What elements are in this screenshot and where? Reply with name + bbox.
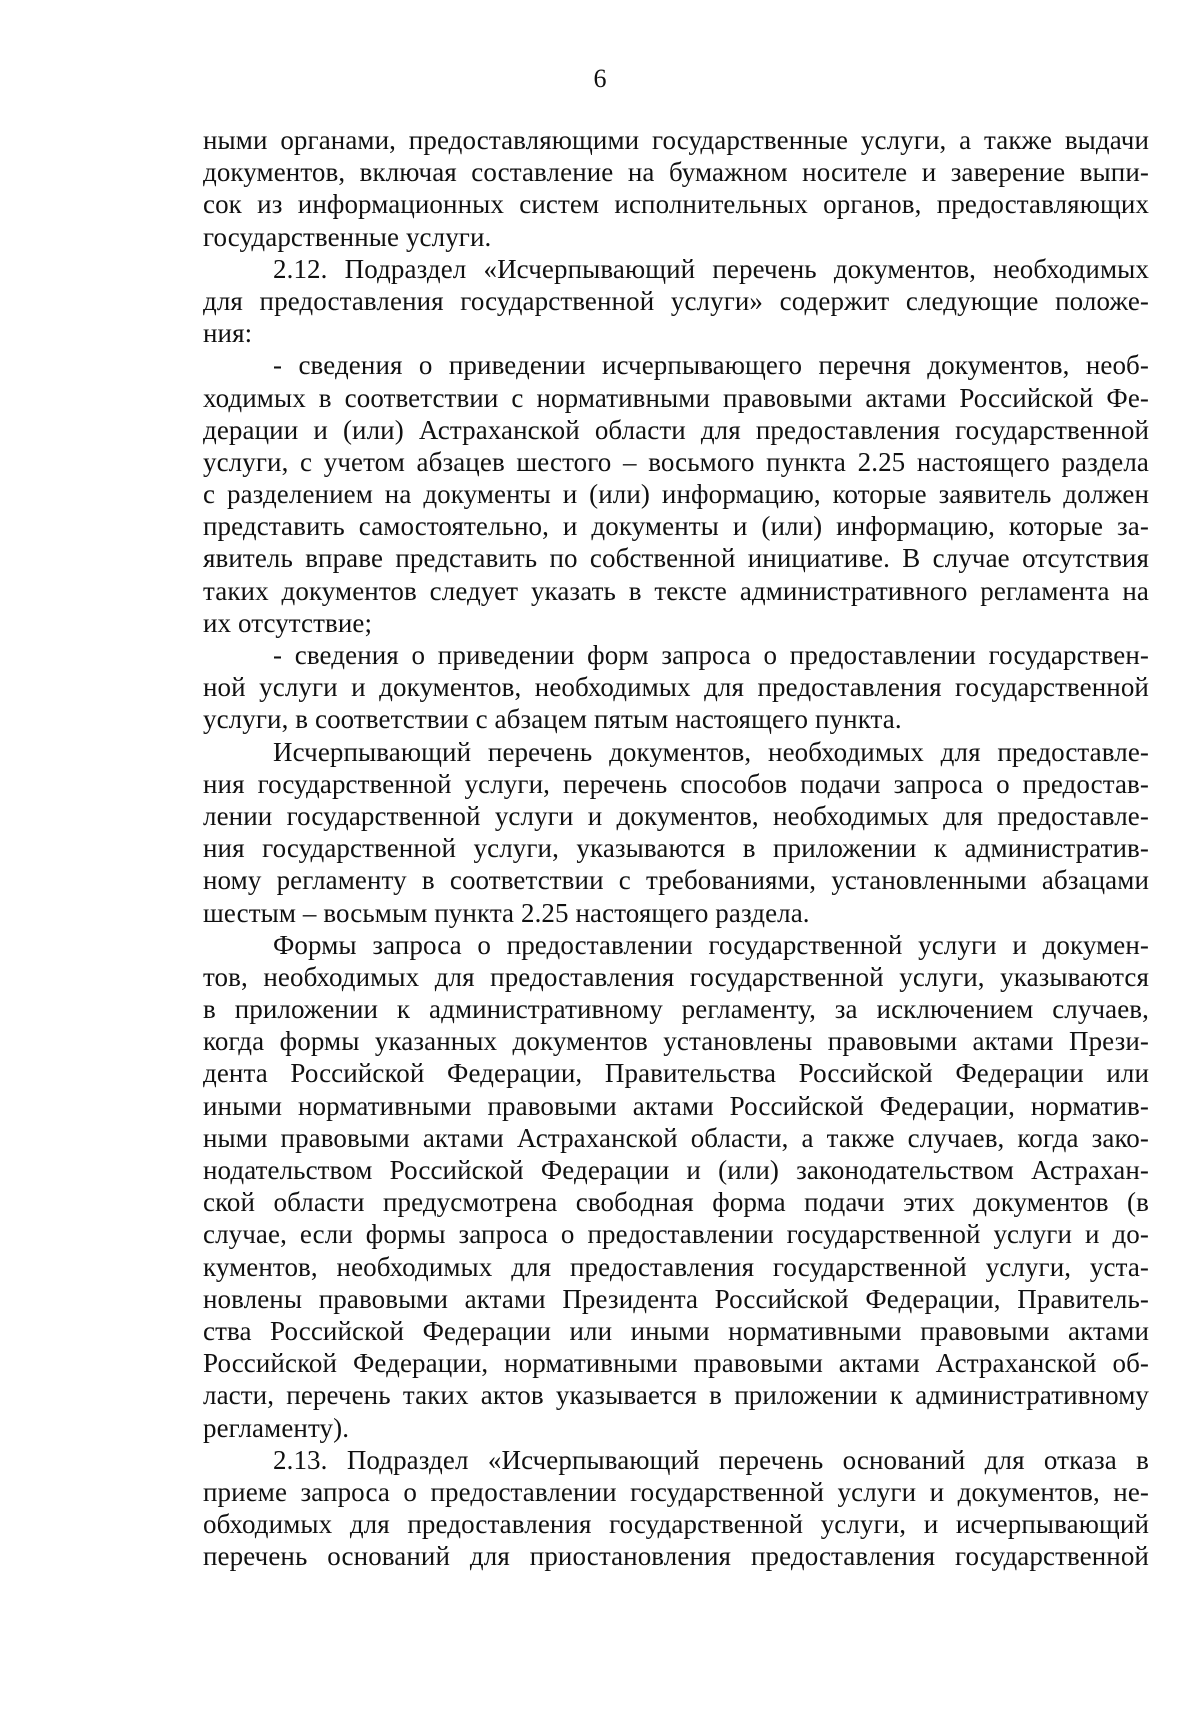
text-line: ской области предусмотрена свободная форма подачи этих документов (в	[203, 1187, 1149, 1218]
text-line: когда формы указанных документов установлены правовыми актами Прези-	[203, 1026, 1149, 1057]
text-line: с разделением на документы и (или) информацию, которые заявитель должен	[203, 479, 1149, 510]
text-line: ходимых в соответствии с нормативными правовыми актами Российской Фе-	[203, 382, 1149, 413]
text-line: услуги, с учетом абзацев шестого – восьмого пункта 2.25 настоящего раздела	[203, 446, 1149, 477]
text-line: 2.13. Подраздел «Исчерпывающий перечень оснований для отказа в	[273, 1444, 1149, 1475]
text-line: дента Российской Федерации, Правительства Российской Федерации или	[203, 1058, 1149, 1089]
page-number: 6	[593, 64, 607, 93]
text-line: таких документов следует указать в тексте административного регламента на	[203, 575, 1149, 606]
text-line: Формы запроса о предоставлении государственной услуги и докумен-	[273, 929, 1149, 960]
text-line: их отсутствие;	[203, 607, 373, 638]
text-line: сок из информационных систем исполнительных органов, предоставляющих	[203, 189, 1149, 220]
text-line: дерации и (или) Астраханской области для предоставления государственной	[203, 414, 1149, 445]
text-line: явитель вправе представить по собственной инициативе. В случае отсутствия	[203, 543, 1149, 574]
text-line: ному регламенту в соответствии с требованиями, установленными абзацами	[203, 865, 1149, 896]
text-line: регламенту).	[203, 1412, 350, 1443]
text-line: в приложении к административному регламенту, за исключением случаев,	[203, 994, 1149, 1025]
text-line: ными органами, предоставляющими государственные услуги, а также выдачи	[203, 125, 1149, 155]
text-line: 2.12. Подраздел «Исчерпывающий перечень документов, необходимых	[273, 253, 1149, 284]
text-line: кументов, необходимых для предоставления государственной услуги, уста-	[203, 1251, 1149, 1282]
text-line: ласти, перечень таких актов указывается в приложении к административному	[203, 1380, 1149, 1411]
text-line: документов, включая составление на бумажном носителе и заверение выпи-	[203, 157, 1149, 188]
text-line: ными правовыми актами Астраханской области, а также случаев, когда зако-	[203, 1122, 1149, 1153]
text-line: для предоставления государственной услуги» содержит следующие положе-	[203, 285, 1149, 316]
text-line: Российской Федерации, нормативными правовыми актами Астраханской об-	[203, 1348, 1149, 1379]
text-line: - сведения о приведении форм запроса о предоставлении государствен-	[273, 640, 1149, 670]
text-line: ной услуги и документов, необходимых для предоставления государственной	[203, 672, 1149, 703]
text-line: обходимых для предоставления государственной услуги, и исчерпывающий	[203, 1509, 1149, 1540]
text-line: иными нормативными правовыми актами Российской Федерации, норматив-	[203, 1090, 1149, 1121]
text-line: нодательством Российской Федерации и (или) законодательством Астрахан-	[203, 1155, 1149, 1185]
text-line: - сведения о приведении исчерпывающего перечня документов, необ-	[273, 350, 1149, 381]
text-line: лении государственной услуги и документов, необходимых для предоставле-	[203, 800, 1149, 831]
text-line: тов, необходимых для предоставления государственной услуги, указываются	[203, 961, 1149, 992]
text-line: случае, если формы запроса о предоставлении государственной услуги и до-	[203, 1219, 1149, 1250]
document-body	[203, 124, 1149, 1572]
text-line: ния государственной услуги, перечень способов подачи запроса о предостав-	[203, 768, 1149, 799]
text-line: государственные услуги.	[203, 221, 492, 252]
text-line: шестым – восьмым пункта 2.25 настоящего раздела.	[203, 897, 810, 928]
text-line: представить самостоятельно, и документы и (или) информацию, которые за-	[203, 511, 1149, 542]
text-line: перечень оснований для приостановления предоставления государственной	[203, 1541, 1149, 1572]
text-line: ства Российской Федерации или иными нормативными правовыми актами	[203, 1315, 1149, 1346]
text-line: ния государственной услуги, указываются в приложении к административ-	[203, 833, 1149, 864]
text-line: ния:	[203, 318, 253, 349]
text-line: Исчерпывающий перечень документов, необходимых для предоставле-	[273, 736, 1149, 767]
text-line: новлены правовыми актами Президента Российской Федерации, Правитель-	[203, 1283, 1149, 1314]
text-line: услуги, в соответствии с абзацем пятым настоящего пункта.	[203, 704, 902, 735]
text-line: приеме запроса о предоставлении государственной услуги и документов, не-	[203, 1476, 1149, 1507]
